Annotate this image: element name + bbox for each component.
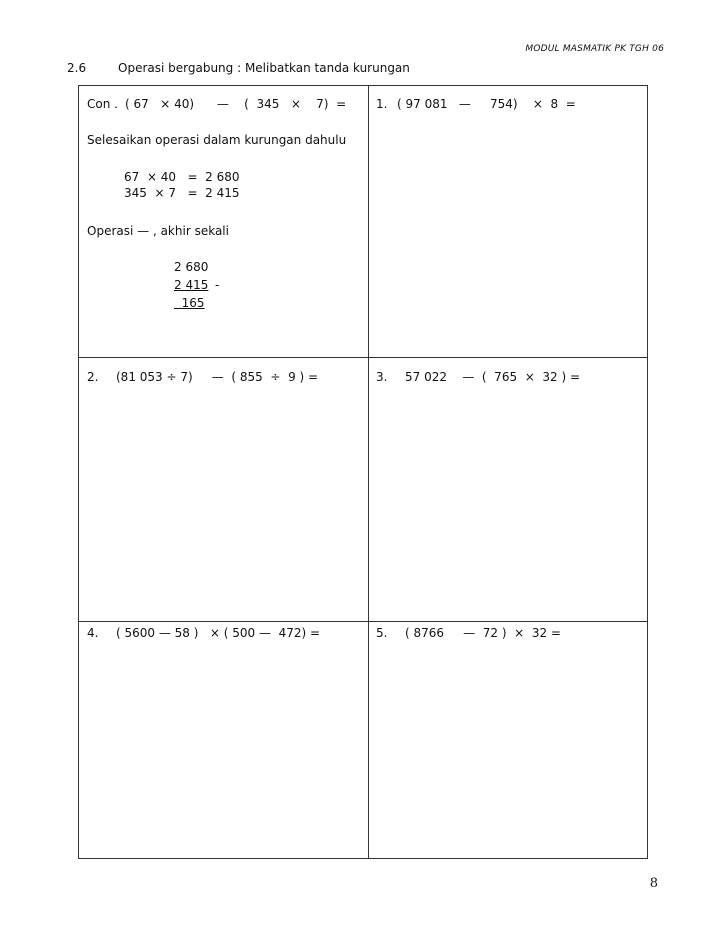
question-4-expression: ( 5600 — 58 ) × ( 500 — 472) = bbox=[116, 626, 321, 640]
example-calc-2: 345 × 7 = 2 415 bbox=[124, 186, 240, 200]
question-2-expression: (81 053 ÷ 7) — ( 855 ÷ 9 ) = bbox=[116, 370, 319, 384]
worksheet-grid bbox=[78, 85, 648, 859]
example-column-value-2: 2 415 bbox=[174, 278, 209, 292]
example-expression: ( 67 × 40) — ( 345 × 7) = bbox=[125, 97, 347, 111]
example-minus-sign: - bbox=[215, 278, 220, 292]
example-column-value-1: 2 680 bbox=[174, 260, 209, 274]
page-number: 8 bbox=[649, 876, 658, 891]
question-3-expression: 57 022 — ( 765 × 32 ) = bbox=[405, 370, 581, 384]
example-calc-1: 67 × 40 = 2 680 bbox=[124, 170, 240, 184]
example-result: 165 bbox=[181, 296, 205, 310]
module-header: MODUL MASMATIK PK TGH 06 bbox=[525, 44, 664, 54]
grid-row-divider-2 bbox=[78, 621, 648, 622]
grid-row-divider-1 bbox=[78, 357, 648, 358]
example-label: Con . bbox=[87, 97, 118, 111]
example-step-1: Selesaikan operasi dalam kurungan dahulu bbox=[87, 133, 347, 147]
question-1-expression: ( 97 081 — 754) × 8 = bbox=[397, 97, 576, 111]
question-5-expression: ( 8766 — 72 ) × 32 = bbox=[405, 626, 561, 640]
grid-vertical-divider bbox=[368, 85, 369, 859]
question-1-number: 1. bbox=[376, 97, 388, 111]
question-5-number: 5. bbox=[376, 626, 388, 640]
example-step-2: Operasi — , akhir sekali bbox=[87, 224, 229, 238]
question-2-number: 2. bbox=[87, 370, 99, 384]
section-number: 2.6 bbox=[67, 61, 87, 75]
section-title: Operasi bergabung : Melibatkan tanda kurungan bbox=[118, 61, 410, 75]
question-4-number: 4. bbox=[87, 626, 99, 640]
question-3-number: 3. bbox=[376, 370, 388, 384]
